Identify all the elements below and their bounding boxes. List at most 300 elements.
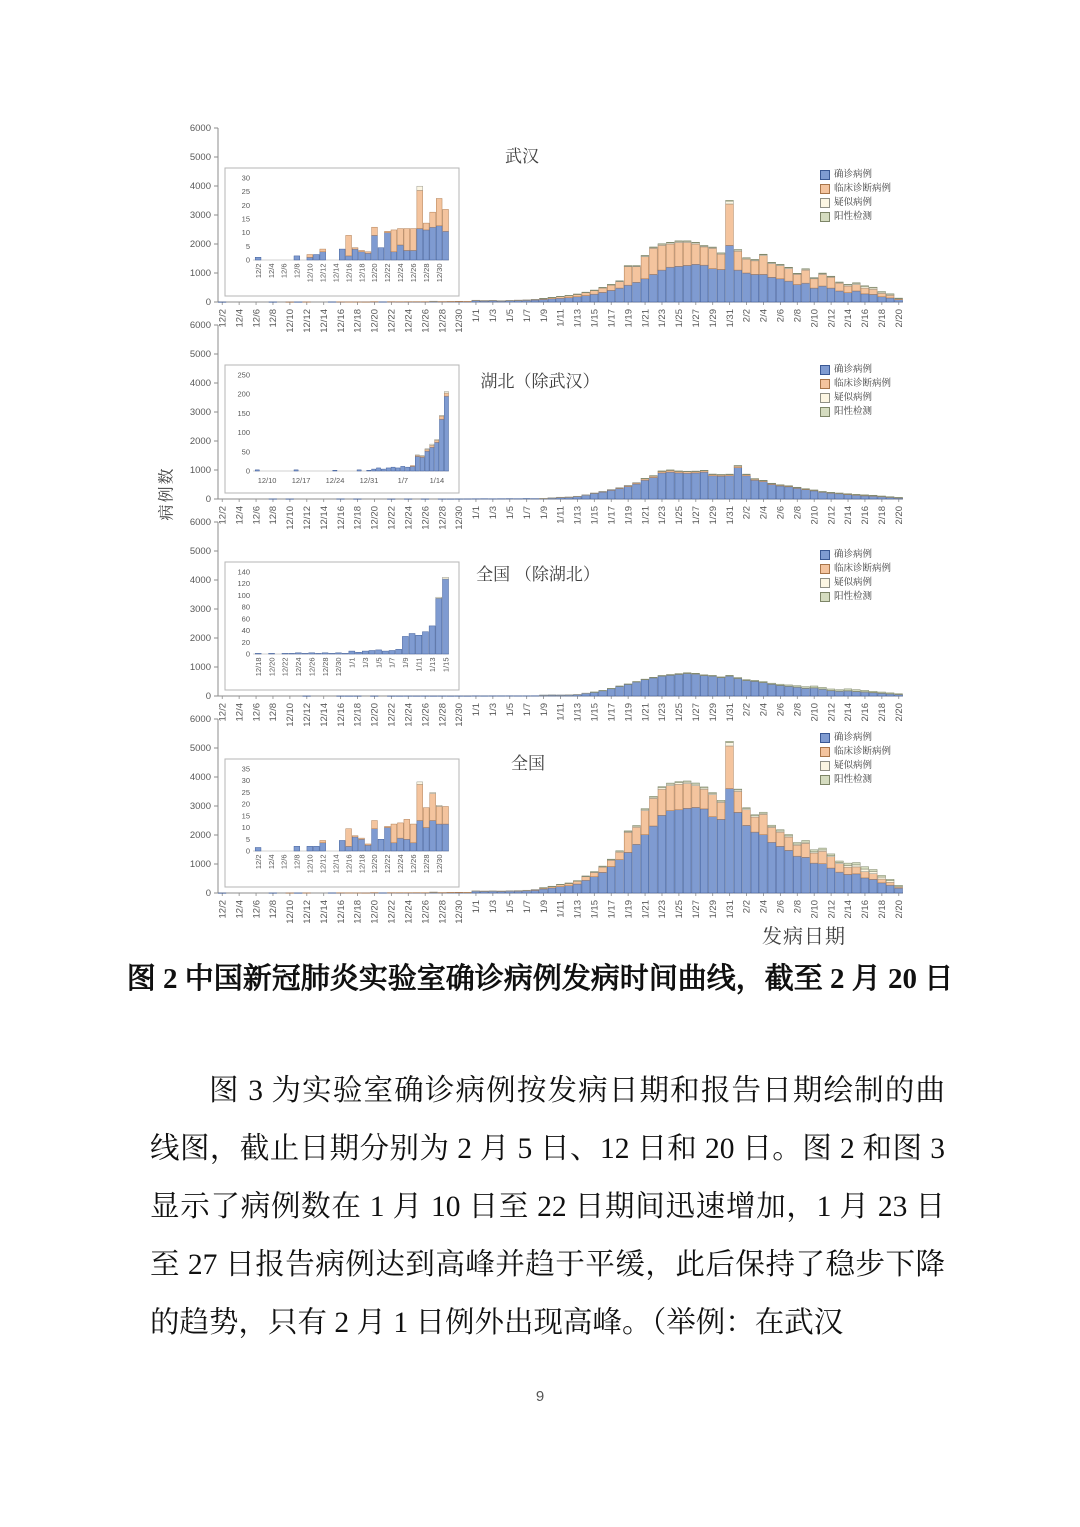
legend-item: [820, 775, 891, 786]
svg-text:2/12: 2/12: [826, 703, 838, 722]
legend-swatch-icon: [820, 170, 830, 180]
svg-text:12/28: 12/28: [320, 657, 330, 677]
svg-text:6000: 6000: [189, 320, 211, 331]
chart-legend: [820, 365, 891, 418]
svg-text:12/2: 12/2: [253, 854, 263, 870]
legend-swatch-icon: [820, 184, 830, 194]
svg-text:1/15: 1/15: [441, 657, 451, 673]
svg-text:1/13: 1/13: [572, 900, 584, 919]
legend-item: [820, 747, 891, 758]
svg-text:1/1: 1/1: [471, 900, 483, 914]
svg-text:12/4: 12/4: [234, 506, 246, 525]
svg-text:100: 100: [237, 590, 250, 600]
svg-text:1/29: 1/29: [707, 506, 719, 525]
legend-label: 确诊病例: [834, 732, 873, 743]
svg-text:12/2: 12/2: [253, 263, 263, 279]
svg-text:3000: 3000: [189, 604, 211, 615]
svg-text:4000: 4000: [189, 575, 211, 586]
svg-text:12/14: 12/14: [318, 703, 330, 727]
svg-text:1/29: 1/29: [707, 309, 719, 328]
svg-text:12/26: 12/26: [409, 854, 418, 874]
svg-text:15: 15: [241, 811, 250, 821]
svg-text:6000: 6000: [189, 517, 211, 528]
svg-text:2/20: 2/20: [894, 506, 905, 525]
svg-text:12/24: 12/24: [396, 854, 406, 874]
svg-text:1/17: 1/17: [606, 703, 618, 722]
svg-text:40: 40: [241, 626, 250, 636]
svg-text:12/30: 12/30: [334, 657, 344, 677]
svg-text:12/10: 12/10: [285, 703, 297, 727]
svg-text:12/12: 12/12: [318, 263, 328, 283]
svg-text:12/16: 12/16: [335, 506, 347, 530]
svg-text:1/9: 1/9: [401, 657, 411, 668]
svg-text:0: 0: [245, 649, 250, 659]
svg-text:2000: 2000: [189, 830, 211, 841]
svg-text:0: 0: [245, 466, 250, 476]
legend-label: 临床诊断病例: [834, 562, 892, 574]
svg-text:12/18: 12/18: [352, 703, 364, 727]
svg-text:1/27: 1/27: [691, 703, 702, 722]
svg-text:2/12: 2/12: [826, 309, 838, 328]
svg-text:12/8: 12/8: [268, 900, 280, 919]
legend-item: [820, 733, 891, 744]
svg-text:12/4: 12/4: [234, 703, 246, 722]
svg-text:2/2: 2/2: [741, 506, 753, 520]
svg-text:35: 35: [241, 764, 250, 774]
legend-item: [820, 578, 891, 589]
svg-text:1/7: 1/7: [521, 900, 533, 914]
svg-text:0: 0: [205, 494, 211, 505]
svg-text:12/8: 12/8: [292, 854, 302, 870]
svg-text:12/4: 12/4: [234, 900, 246, 919]
svg-text:12/10: 12/10: [305, 263, 315, 283]
svg-text:2/10: 2/10: [809, 900, 821, 919]
svg-text:12/16: 12/16: [335, 309, 347, 333]
chart-wuhan: [150, 123, 960, 338]
legend-swatch-icon: [820, 550, 830, 560]
svg-text:12/18: 12/18: [352, 309, 364, 333]
svg-text:12/18: 12/18: [253, 657, 263, 677]
svg-text:1/7: 1/7: [387, 657, 397, 668]
svg-text:10: 10: [241, 228, 250, 238]
svg-text:2/4: 2/4: [758, 703, 770, 717]
legend-swatch-icon: [820, 365, 830, 375]
svg-text:1/9: 1/9: [538, 506, 550, 520]
legend-label: 确诊病例: [834, 549, 873, 560]
legend-label: 确诊病例: [834, 364, 873, 375]
figure-y-axis-label: 病例数: [158, 466, 176, 521]
legend-label: 阳性检测: [834, 773, 873, 785]
svg-text:2/8: 2/8: [792, 703, 804, 717]
chart-title: 湖北（除武汉）: [480, 372, 600, 391]
svg-text:12/8: 12/8: [268, 703, 280, 722]
legend-label: 临床诊断病例: [834, 182, 892, 194]
svg-text:25: 25: [241, 787, 250, 797]
svg-text:1/5: 1/5: [505, 900, 516, 914]
svg-text:20: 20: [241, 200, 250, 210]
svg-text:140: 140: [237, 567, 250, 577]
chart-title: 全国 （除湖北）: [476, 565, 600, 584]
svg-text:15: 15: [241, 214, 250, 224]
svg-text:1/25: 1/25: [674, 506, 686, 525]
svg-text:12/30: 12/30: [454, 506, 466, 530]
svg-text:20: 20: [241, 799, 250, 809]
svg-text:2/18: 2/18: [877, 506, 889, 525]
svg-text:2/18: 2/18: [877, 309, 889, 328]
svg-text:1/7: 1/7: [521, 309, 533, 323]
svg-text:12/16: 12/16: [344, 854, 354, 874]
svg-text:4000: 4000: [189, 181, 211, 192]
svg-text:1/31: 1/31: [724, 703, 736, 722]
legend-label: 临床诊断病例: [834, 377, 892, 389]
svg-text:1/1: 1/1: [471, 703, 483, 717]
svg-text:5: 5: [245, 241, 250, 251]
svg-text:2/2: 2/2: [741, 703, 753, 717]
svg-text:0: 0: [205, 691, 211, 702]
svg-text:80: 80: [241, 602, 250, 612]
svg-text:1/7: 1/7: [521, 506, 533, 520]
svg-text:1/15: 1/15: [589, 506, 601, 525]
svg-text:1/15: 1/15: [589, 900, 601, 919]
legend-swatch-icon: [820, 592, 830, 602]
svg-text:1/19: 1/19: [623, 900, 635, 919]
svg-text:12/18: 12/18: [352, 900, 364, 924]
svg-text:1/25: 1/25: [674, 703, 686, 722]
svg-text:12/16: 12/16: [335, 703, 347, 727]
svg-text:1/9: 1/9: [538, 900, 550, 914]
svg-text:1/15: 1/15: [589, 703, 601, 722]
svg-text:3000: 3000: [189, 407, 211, 418]
svg-text:12/22: 12/22: [383, 854, 393, 874]
svg-text:1/3: 1/3: [361, 657, 370, 668]
svg-text:5000: 5000: [189, 743, 211, 754]
svg-text:3000: 3000: [189, 801, 211, 812]
svg-text:12/2: 12/2: [217, 309, 229, 328]
svg-text:2/16: 2/16: [860, 703, 872, 722]
svg-text:1/11: 1/11: [555, 703, 567, 721]
chart-legend: [820, 170, 891, 223]
chart-plot: [150, 123, 960, 338]
svg-text:2/16: 2/16: [860, 309, 872, 328]
chart-plot: [150, 320, 960, 535]
svg-text:4000: 4000: [189, 772, 211, 783]
svg-text:30: 30: [241, 173, 250, 183]
svg-text:1/9: 1/9: [538, 309, 550, 323]
svg-text:1/5: 1/5: [505, 309, 516, 323]
svg-text:6000: 6000: [189, 123, 211, 134]
svg-text:2/20: 2/20: [894, 900, 905, 919]
svg-text:1/5: 1/5: [374, 657, 384, 668]
legend-item: [820, 564, 891, 575]
svg-text:3000: 3000: [189, 210, 211, 221]
svg-text:1/31: 1/31: [724, 900, 736, 919]
svg-text:2000: 2000: [189, 436, 211, 447]
chart-hubei-excl-wuhan: [150, 320, 960, 535]
svg-text:2/14: 2/14: [843, 703, 855, 722]
legend-swatch-icon: [820, 198, 830, 208]
svg-text:1/21: 1/21: [640, 309, 652, 328]
svg-text:1000: 1000: [189, 859, 211, 870]
svg-text:2/6: 2/6: [775, 703, 787, 717]
svg-text:1000: 1000: [189, 268, 211, 279]
svg-text:2/14: 2/14: [843, 506, 855, 525]
svg-text:12/10: 12/10: [285, 900, 297, 924]
svg-text:2000: 2000: [189, 633, 211, 644]
svg-text:0: 0: [205, 297, 211, 308]
svg-text:2/4: 2/4: [758, 900, 770, 914]
svg-text:2/10: 2/10: [809, 309, 821, 328]
svg-text:12/6: 12/6: [251, 309, 263, 328]
svg-text:1/13: 1/13: [427, 657, 437, 673]
svg-text:1/27: 1/27: [691, 900, 702, 919]
chart-national-excl-hubei: [150, 517, 960, 732]
svg-text:2/6: 2/6: [775, 309, 787, 323]
svg-text:2/2: 2/2: [741, 309, 753, 323]
svg-text:12/18: 12/18: [357, 263, 367, 283]
legend-label: 疑似病例: [834, 759, 873, 771]
svg-text:1/17: 1/17: [606, 506, 618, 525]
svg-text:12/24: 12/24: [403, 900, 415, 924]
body-paragraph: 图 3 为实验室确诊病例按发病日期和报告日期绘制的曲线图，截止日期分别为 2 月 5 日、12 日和 20 日。图 2 和图 3 显示了病例数在 1 月 10 日至 22 日期间迅速增加，1 月 23 日至 27 日报告病例达到高峰并趋于平缓，此后保持了稳步下降的趋势，只有 2 月 1 日例外出现高峰。（举例：在武汉: [150, 1075, 945, 1339]
svg-text:1/31: 1/31: [724, 506, 736, 525]
svg-text:12/20: 12/20: [369, 506, 381, 530]
legend-swatch-icon: [820, 393, 830, 403]
svg-text:0: 0: [205, 888, 211, 899]
svg-text:12/22: 12/22: [386, 309, 398, 333]
svg-text:2/12: 2/12: [826, 506, 838, 525]
svg-text:60: 60: [241, 614, 250, 624]
legend-item: [820, 184, 891, 195]
svg-text:2000: 2000: [189, 239, 211, 250]
svg-text:1/11: 1/11: [555, 900, 567, 918]
legend-label: 疑似病例: [834, 196, 873, 208]
svg-text:2/20: 2/20: [894, 309, 905, 328]
svg-text:12/4: 12/4: [234, 309, 246, 328]
svg-text:12/30: 12/30: [454, 703, 466, 727]
svg-text:2/10: 2/10: [809, 703, 821, 722]
svg-text:12/28: 12/28: [422, 854, 431, 874]
svg-text:12/24: 12/24: [403, 309, 415, 333]
legend-item: [820, 407, 891, 418]
svg-text:6000: 6000: [189, 714, 211, 725]
svg-text:12/12: 12/12: [302, 506, 313, 530]
svg-text:12/30: 12/30: [454, 900, 466, 924]
legend-item: [820, 212, 891, 223]
legend-swatch-icon: [820, 747, 830, 757]
svg-text:1/17: 1/17: [606, 900, 618, 919]
svg-text:12/2: 12/2: [217, 703, 229, 722]
svg-text:12/6: 12/6: [251, 506, 263, 525]
svg-text:12/16: 12/16: [344, 263, 354, 283]
svg-text:2/12: 2/12: [826, 900, 838, 919]
svg-text:12/26: 12/26: [420, 309, 432, 333]
legend-item: [820, 379, 891, 390]
chart-title: 武汉: [505, 147, 539, 166]
svg-text:0: 0: [245, 846, 250, 856]
svg-text:1/23: 1/23: [657, 900, 669, 919]
svg-text:1/11: 1/11: [555, 506, 567, 524]
svg-text:5000: 5000: [189, 152, 211, 163]
svg-text:12/6: 12/6: [251, 703, 263, 722]
svg-text:1/23: 1/23: [657, 506, 669, 525]
svg-text:1/11: 1/11: [414, 657, 424, 672]
svg-text:1/25: 1/25: [674, 900, 686, 919]
svg-text:1/1: 1/1: [471, 506, 483, 520]
svg-text:12/24: 12/24: [396, 263, 406, 283]
svg-text:2/20: 2/20: [894, 703, 905, 722]
svg-text:12/26: 12/26: [420, 900, 432, 924]
svg-text:1/11: 1/11: [555, 309, 567, 327]
svg-text:2/6: 2/6: [775, 900, 787, 914]
svg-text:1/21: 1/21: [640, 703, 652, 722]
svg-text:12/24: 12/24: [325, 476, 345, 485]
svg-text:12/10: 12/10: [257, 476, 277, 485]
legend-item: [820, 393, 891, 404]
legend-label: 疑似病例: [834, 576, 873, 588]
svg-text:1/13: 1/13: [572, 506, 584, 525]
svg-text:2/10: 2/10: [809, 506, 821, 525]
legend-swatch-icon: [820, 379, 830, 389]
svg-text:2/8: 2/8: [792, 506, 804, 520]
svg-text:12/28: 12/28: [422, 263, 431, 283]
svg-text:1/7: 1/7: [397, 476, 409, 485]
svg-text:4000: 4000: [189, 378, 211, 389]
svg-text:12/12: 12/12: [318, 854, 328, 874]
svg-text:12/14: 12/14: [331, 854, 341, 874]
svg-text:2/2: 2/2: [741, 900, 753, 914]
figure-caption: 图 2 中国新冠肺炎实验室确诊病例发病时间曲线，截至 2 月 20 日: [126, 963, 954, 995]
svg-text:12/20: 12/20: [369, 900, 381, 924]
svg-text:1/3: 1/3: [488, 506, 499, 520]
svg-text:1/29: 1/29: [707, 703, 719, 722]
svg-text:1/23: 1/23: [657, 703, 669, 722]
svg-text:1000: 1000: [189, 662, 211, 673]
legend-label: 临床诊断病例: [834, 745, 892, 757]
svg-text:1/1: 1/1: [347, 657, 357, 668]
svg-text:12/14: 12/14: [331, 263, 341, 283]
svg-text:12/20: 12/20: [369, 309, 381, 333]
page-number: 9: [535, 1388, 545, 1405]
svg-text:12/30: 12/30: [434, 263, 444, 283]
chart-national: [150, 714, 960, 929]
svg-text:1/27: 1/27: [691, 309, 702, 328]
svg-text:12/30: 12/30: [434, 854, 444, 874]
legend-label: 疑似病例: [834, 391, 873, 403]
svg-text:12/10: 12/10: [285, 506, 297, 530]
svg-text:2/6: 2/6: [775, 506, 787, 520]
svg-text:1/5: 1/5: [505, 506, 516, 520]
svg-text:12/14: 12/14: [318, 309, 330, 333]
svg-text:1/19: 1/19: [623, 506, 635, 525]
legend-item: [820, 170, 891, 181]
svg-text:2/8: 2/8: [792, 309, 804, 323]
legend-swatch-icon: [820, 578, 830, 588]
svg-text:12/22: 12/22: [386, 900, 398, 924]
svg-text:0: 0: [245, 255, 250, 265]
svg-text:1/23: 1/23: [657, 309, 669, 328]
svg-text:12/26: 12/26: [409, 263, 418, 283]
svg-text:10: 10: [241, 823, 250, 833]
legend-label: 阳性检测: [834, 210, 873, 222]
chart-title: 全国: [511, 754, 545, 773]
svg-text:1/13: 1/13: [572, 309, 584, 328]
svg-text:1/5: 1/5: [505, 703, 516, 717]
legend-label: 阳性检测: [834, 590, 873, 602]
legend-label: 确诊病例: [834, 169, 873, 180]
svg-text:1/9: 1/9: [538, 703, 550, 717]
svg-text:1/19: 1/19: [623, 309, 635, 328]
svg-text:12/20: 12/20: [370, 854, 380, 874]
legend-item: [820, 761, 891, 772]
svg-text:12/22: 12/22: [386, 703, 398, 727]
svg-text:5000: 5000: [189, 546, 211, 557]
svg-text:120: 120: [237, 579, 250, 589]
svg-text:12/28: 12/28: [437, 703, 449, 727]
svg-text:1/7: 1/7: [521, 703, 533, 717]
svg-text:12/22: 12/22: [383, 263, 393, 283]
svg-text:1/29: 1/29: [707, 900, 719, 919]
svg-text:20: 20: [241, 637, 250, 647]
svg-text:1/19: 1/19: [623, 703, 635, 722]
svg-text:1/14: 1/14: [429, 476, 445, 485]
svg-text:12/18: 12/18: [352, 506, 364, 530]
svg-text:12/26: 12/26: [420, 703, 432, 727]
legend-swatch-icon: [820, 212, 830, 222]
svg-text:12/12: 12/12: [302, 703, 313, 727]
legend-swatch-icon: [820, 775, 830, 785]
svg-text:2/8: 2/8: [792, 900, 804, 914]
svg-text:1/15: 1/15: [589, 309, 601, 328]
svg-text:1/3: 1/3: [488, 900, 499, 914]
svg-text:25: 25: [241, 187, 250, 197]
svg-text:12/22: 12/22: [386, 506, 398, 530]
svg-text:12/4: 12/4: [266, 263, 276, 279]
svg-text:12/8: 12/8: [268, 506, 280, 525]
svg-text:12/6: 12/6: [279, 263, 289, 279]
svg-text:12/28: 12/28: [437, 900, 449, 924]
svg-text:12/6: 12/6: [251, 900, 263, 919]
svg-text:12/31: 12/31: [359, 476, 379, 485]
svg-text:1/31: 1/31: [724, 309, 736, 328]
svg-text:2/16: 2/16: [860, 900, 872, 919]
svg-text:1/21: 1/21: [640, 506, 652, 525]
svg-text:2/4: 2/4: [758, 506, 770, 520]
svg-text:1000: 1000: [189, 465, 211, 476]
svg-text:12/6: 12/6: [279, 854, 289, 870]
svg-text:12/20: 12/20: [370, 263, 380, 283]
svg-text:150: 150: [237, 408, 250, 418]
svg-text:1/21: 1/21: [640, 900, 652, 919]
svg-text:12/26: 12/26: [307, 657, 317, 677]
svg-text:12/20: 12/20: [369, 703, 381, 727]
figure-2: [150, 120, 960, 960]
svg-text:12/18: 12/18: [357, 854, 367, 874]
svg-text:250: 250: [237, 370, 250, 380]
svg-text:1/3: 1/3: [488, 703, 499, 717]
svg-text:12/2: 12/2: [217, 900, 229, 919]
svg-text:1/27: 1/27: [691, 506, 702, 525]
svg-text:12/24: 12/24: [294, 657, 304, 677]
svg-text:2/18: 2/18: [877, 900, 889, 919]
svg-text:2/14: 2/14: [843, 309, 855, 328]
legend-item: [820, 198, 891, 209]
chart-legend: [820, 733, 891, 786]
svg-text:12/8: 12/8: [268, 309, 280, 328]
svg-text:12/10: 12/10: [285, 309, 297, 333]
svg-text:12/12: 12/12: [302, 900, 313, 924]
svg-text:1/1: 1/1: [471, 309, 483, 323]
svg-text:12/24: 12/24: [403, 703, 415, 727]
